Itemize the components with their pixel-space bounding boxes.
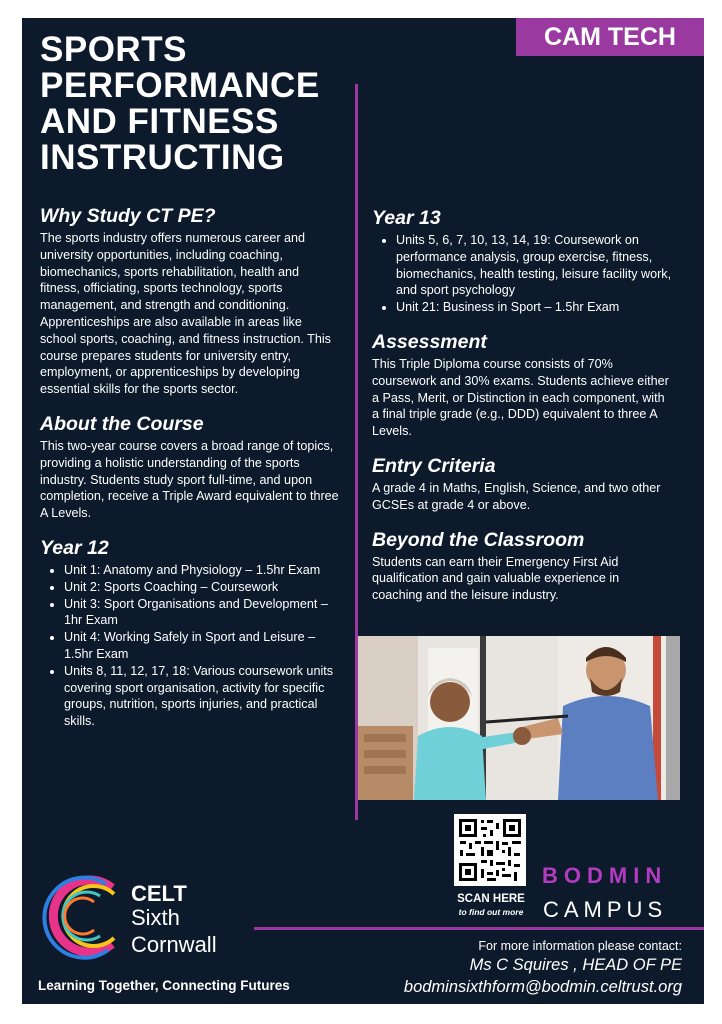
contact-email[interactable]: bodminsixthform@bodmin.celtrust.org [403,978,682,996]
contact-name: Ms C Squires , HEAD OF PE [469,956,682,974]
year13-list [372,232,672,316]
logo-text-cornwall: Cornwall [131,932,217,957]
entry-heading: Entry Criteria [372,454,496,477]
cam-tech-badge: CAM TECH [516,18,704,56]
find-out-more-label: to find out more [458,907,524,917]
left-column [40,204,340,730]
year12-list [40,562,340,730]
about-body: This two-year course covers a broad range of topics, providing a holistic understanding of the sports industry. Students study sport full-time, and upon completion, receive a Triple Award equivalent to three A Levels. [40,438,339,521]
campus-label: CAMPUS [543,897,668,922]
footer-divider [254,927,704,930]
assessment-body: This Triple Diploma course consists of 70% coursework and 30% exams. Students achieve either a Pass, Merit, or Distinction in each component, with a final triple grade (e.g., DDD) equivalent to three A Levels. [372,356,669,439]
title-line: PERFORMANCE [40,66,320,105]
tagline: Learning Together, Connecting Futures [38,978,290,993]
contact-intro: For more information please contact: [478,939,682,953]
title-line: AND FITNESS [40,102,279,141]
year12-heading: Year 12 [40,536,109,559]
logo-text-sixth: Sixth [131,905,180,930]
qr-code[interactable] [454,814,526,886]
list-item: • Unit 4: Working Safely in Sport and Leisure – 1.5hr Exam [64,629,340,663]
scan-here-label: SCAN HERE [457,893,525,905]
page-title [40,32,340,176]
beyond-body: Students can earn their Emergency First Aid qualification and gain valuable experience in coaching and the leisure industry. [372,554,620,603]
title-line: INSTRUCTING [40,138,285,177]
scan-caption [432,892,550,918]
list-item: • Unit 21: Business in Sport – 1.5hr Exam [396,299,672,316]
poster [22,18,704,1004]
training-photo [358,636,680,800]
campus-name: BODMIN [542,863,668,888]
year13-heading: Year 13 [372,207,441,229]
list-item: • Units 5, 6, 7, 10, 13, 14, 19: Coursework on performance analysis, group exercise, fitness, biomechanics, health testing, leisure facility work, and sport psychology [396,232,672,299]
about-heading: About the Course [40,412,204,435]
entry-body: A grade 4 in Maths, English, Science, and two other GCSEs at grade 4 or above. [372,480,661,512]
why-body: The sports industry offers numerous career and university opportunities, including coaching, biomechanics, sports rehabilitation, health and fitness, officiating, sports technology, sports management, and strength and conditioning. Apprenticeships are also available in areas like school sports, coaching, and fitness instruction. This course prepares students for university entry, employment, or apprenticeships by developing essential skills for the sports sector. [40,231,331,397]
title-line: SPORTS [40,30,187,69]
assessment-heading: Assessment [372,330,487,353]
logo-text-celt: CELT [131,881,187,906]
beyond-heading: Beyond the Classroom [372,528,585,551]
list-item: • Unit 2: Sports Coaching – Coursework [64,579,340,596]
list-item: • Unit 3: Sport Organisations and Development – 1hr Exam [64,596,340,630]
why-heading: Why Study CT PE? [40,205,216,227]
list-item: • Unit 1: Anatomy and Physiology – 1.5hr Exam [64,562,340,579]
list-item: • Units 8, 11, 12, 17, 18: Various coursework units covering sport organisation, activity for specific groups, nutrition, sports injuries, and practical skills. [64,663,340,730]
celt-logo-icon [34,866,134,966]
right-column [372,206,672,604]
